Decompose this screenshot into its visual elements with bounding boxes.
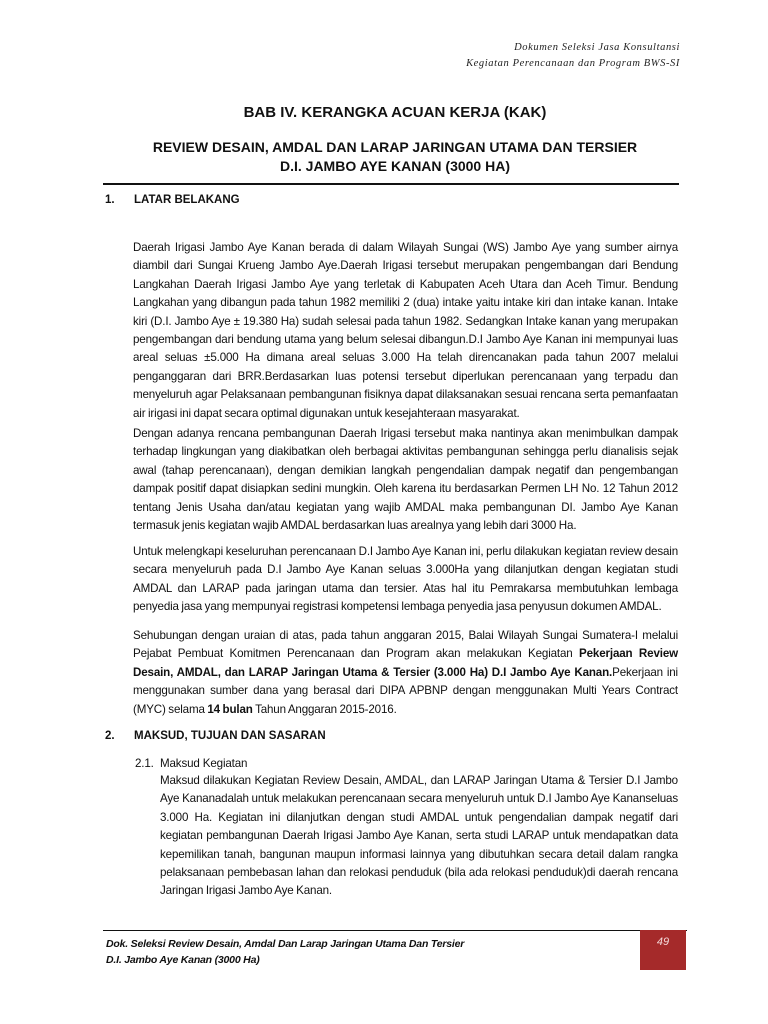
subtitle-line-2: D.I. JAMBO AYE KANAN (3000 HA) xyxy=(279,158,510,174)
document-header xyxy=(466,40,680,72)
document-subtitle xyxy=(100,138,690,176)
paragraph-4-text-b: Pekerjaan ini menggunakan sumber dana yang berasal dari DIPA APBNP dengan menggunakan Multi Years Contract (MYC) selama xyxy=(133,665,678,716)
paragraph-3: Untuk melengkapi keseluruhan perencanaan D.I Jambo Aye Kanan ini, perlu dilakukan kegiatan review desain secara menyeluruh pada D.I Jambo Aye Kanan seluas 3.000Ha yang dilanjutkan dengan kegiatan studi AMDAL dan LARAP pada jaringan utama dan tersier. Atas hal itu Pemrakarsa membutuhkan lembaga penyedia jasa yang mempunyai registrasi kompetensi lembaga penyedia jasa penyusun dokumen AMDAL. xyxy=(133,545,678,614)
paragraph-4-bold-duration: 14 bulan xyxy=(207,702,253,716)
subsection-2-1-title: Maksud Kegiatan xyxy=(160,757,248,770)
subsection-2-1-heading xyxy=(135,757,247,770)
section-1-title: LATAR BELAKANG xyxy=(134,194,240,206)
section-1-number: 1. xyxy=(105,194,115,206)
footer-line-2: D.I. Jambo Aye Kanan (3000 Ha) xyxy=(106,954,260,966)
document-footer xyxy=(106,936,464,968)
subtitle-line-1: REVIEW DESAIN, AMDAL DAN LARAP JARINGAN UTAMA DAN TERSIER xyxy=(152,139,638,155)
footer-line-1: Dok. Seleksi Review Desain, Amdal Dan Larap Jaringan Utama Dan Tersier xyxy=(106,938,465,950)
subsection-2-1-number: 2.1. xyxy=(135,757,154,770)
paragraph-2-1: Maksud dilakukan Kegiatan Review Desain, AMDAL, dan LARAP Jaringan Utama & Tersier D.I Jambo Aye Kananadalah untuk melakukan perencanaan secara menyeluruh untuk D.I Jambo Aye Kananseluas 3.000 Ha. Kegiatan ini dilanjutkan dengan studi AMDAL untuk pengendalian dampak negatif dari kegiatan pembangunan Daerah Irigasi Jambo Aye Kanan, serta studi LARAP untuk mendapatkan data kepemilikan tanah, bangunan maupun informasi lainnya yang dibutuhkan secara detail dalam rangka pelaksanaan pembebasan lahan dan relokasi penduduk (bila ada relokasi penduduk)di daerah rencana Jaringan Irigasi Jambo Aye Kanan. xyxy=(160,774,678,898)
paragraph-4-bold-project: Pekerjaan Review Desain, AMDAL, dan LARAP Jaringan Utama & Tersier (3.000 Ha) D.I Jambo Aye Kanan. xyxy=(133,647,678,679)
header-line-2: Kegiatan Perencanaan dan Program BWS-SI xyxy=(466,58,680,69)
section-2-title: MAKSUD, TUJUAN DAN SASARAN xyxy=(134,730,326,742)
paragraph-4-text-a: Sehubungan dengan uraian di atas, pada tahun anggaran 2015, Balai Wilayah Sungai Sumatera-I melalui Pejabat Pembuat Komitmen Perencanaan dan Program akan melakukan Kegiatan xyxy=(133,629,678,661)
footer-divider xyxy=(103,930,687,931)
section-2-heading xyxy=(105,730,326,742)
header-line-1: Dokumen Seleksi Jasa Konsultansi xyxy=(514,42,680,53)
title-divider xyxy=(103,183,679,185)
paragraph-1: Daerah Irigasi Jambo Aye Kanan berada di dalam Wilayah Sungai (WS) Jambo Aye yang sumber airnya diambil dari Sungai Krueng Jambo Aye.Daerah Irigasi tersebut merupakan pengembangan dari Bendung Langkahan Daerah Irigasi Jambo Aye yang terletak di Kabupaten Aceh Utara dan Aceh Timur. Bendung Langkahan yang dibangun pada tahun 1982 memiliki 2 (dua) intake yaitu intake kiri dan intake kanan. Intake kiri (D.I. Jambo Aye ± 19.380 Ha) sudah selesai pada tahun 1982. Sedangkan Intake kanan yang merupakan pengembangan dari bendung utama yang belum selesai dibangun.D.I Jambo Aye Kanan ini mempunyai luas areal seluas ±5.000 Ha dimana areal seluas 3.000 Ha telah direncanakan pada tahun 2007 melalui penganggaran dari BRR.Berdasarkan luas potensi tersebut diperlukan perencanaan yang terpadu dan menyeluruh agar Pelaksanaan pembangunan fisiknya dapat dilaksanakan sesuai rencana serta pemanfaatan air irigasi ini dapat secara optimal digunakan untuk kesejahteraan masyarakat. xyxy=(133,241,678,420)
section-2-number: 2. xyxy=(105,730,115,742)
page-number: 49 xyxy=(640,930,686,970)
paragraph-2: Dengan adanya rencana pembangunan Daerah Irigasi tersebut maka nantinya akan menimbulkan dampak terhadap lingkungan yang diakibatkan oleh berbagai aktivitas pembangunan sehingga perlu dianalisis sejak awal (tahap perencanaan), dengan demikian langkah pengendalian dampak negatif dan pengembangan dampak positif dapat disiapkan sedini mungkin. Oleh karena itu berdasarkan Permen LH No. 12 Tahun 2012 tentang Jenis Usaha dan/atau kegiatan yang wajib AMDAL maka pembangunan DI. Jambo Aye Kanan termasuk jenis kegiatan wajib AMDAL berdasarkan luas arealnya yang lebih dari 3000 Ha. xyxy=(133,427,678,533)
paragraph-4-text-c: Tahun Anggaran 2015-2016. xyxy=(252,702,397,716)
section-1-heading xyxy=(105,194,240,206)
paragraph-4 xyxy=(133,627,678,719)
chapter-title: BAB IV. KERANGKA ACUAN KERJA (KAK) xyxy=(243,104,547,121)
